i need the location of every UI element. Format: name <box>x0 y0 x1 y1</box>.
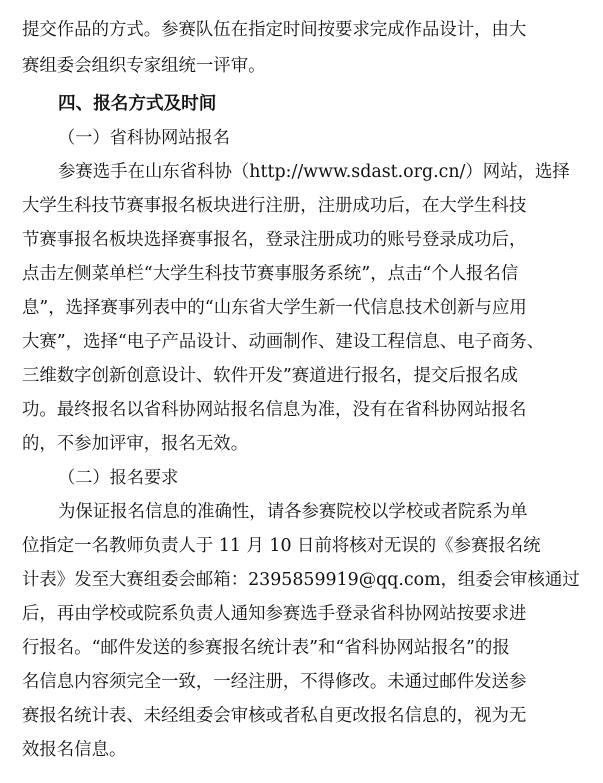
paragraph-line <box>0 222 603 258</box>
paragraph-line <box>0 324 603 360</box>
line-text: 大学生科技节赛事报名板块进行注册，注册成功后，在大学生科技 <box>22 196 527 216</box>
line-text: 息”，选择赛事列表中的“山东省大学生新一代信息技术创新与应用 <box>22 298 527 318</box>
line-text: 节赛事报名板块选择赛事报名，登录注册成功的账号登录成功后， <box>22 230 527 250</box>
line-text: 位指定一名教师负责人于 11 月 10 日前将核对无误的《参赛报名统 <box>22 536 541 556</box>
line-text: 效报名信息。 <box>22 740 127 760</box>
paragraph-line <box>0 494 603 530</box>
paragraph-line <box>0 562 603 598</box>
paragraph-line <box>0 290 603 326</box>
line-text: 功。最终报名以省科协网站报名信息为准，没有在省科协网站报名 <box>22 400 527 420</box>
line-text: 名信息内容须完全一致，一经注册，不得修改。未通过邮件发送参 <box>22 672 527 692</box>
paragraph-line <box>0 358 603 394</box>
paragraph-line <box>0 528 603 564</box>
paragraph-line <box>0 630 603 666</box>
line-text: 大赛”，选择“电子产品设计、动画制作、建设工程信息、电子商务、 <box>22 332 545 352</box>
line-text: 的，不参加评审，报名无效。 <box>22 434 249 454</box>
paragraph-line <box>0 732 603 768</box>
section-heading-text: 四、报名方式及时间 <box>58 94 217 114</box>
paragraph-line <box>0 12 603 48</box>
line-text: 行报名。“邮件发送的参赛报名统计表”和“省科协网站报名”的报 <box>22 638 510 658</box>
line-text: 后，再由学校或院系负责人通知参赛选手登录省科协网站按要求进 <box>22 604 527 624</box>
line-text: 计表》发至大赛组委会邮箱：2395859919@qq.com，组委会审核通过 <box>22 570 580 590</box>
paragraph-line <box>0 698 603 734</box>
line-text: 点击左侧菜单栏“大学生科技节赛事服务系统”，点击“个人报名信 <box>22 264 519 284</box>
subsection-heading <box>0 120 603 156</box>
paragraph-line <box>0 392 603 428</box>
line-text: 为保证报名信息的准确性，请各参赛院校以学校或者院系为单 <box>58 502 528 522</box>
line-text: 提交作品的方式。参赛队伍在指定时间按要求完成作品设计，由大 <box>22 20 527 40</box>
line-text: 参赛选手在山东省科协（http://www.sdast.org.cn/）网站，选择 <box>58 162 570 182</box>
subsection-heading-text: （二）报名要求 <box>58 468 179 488</box>
paragraph-line <box>0 48 603 84</box>
line-text: 三维数字创新创意设计、软件开发”赛道进行报名，提交后报名成 <box>22 366 518 386</box>
paragraph-line <box>0 256 603 292</box>
line-text: 赛报名统计表、未经组委会审核或者私自更改报名信息的，视为无 <box>22 706 527 726</box>
line-text: 赛组委会组织专家组统一评审。 <box>22 56 266 76</box>
paragraph-line <box>0 596 603 632</box>
paragraph-line <box>0 188 603 224</box>
subsection-heading <box>0 460 603 496</box>
subsection-heading-text: （一）省科协网站报名 <box>58 128 230 148</box>
section-heading <box>0 86 603 122</box>
paragraph-line <box>0 154 603 190</box>
paragraph-line <box>0 664 603 700</box>
paragraph-line <box>0 426 603 462</box>
